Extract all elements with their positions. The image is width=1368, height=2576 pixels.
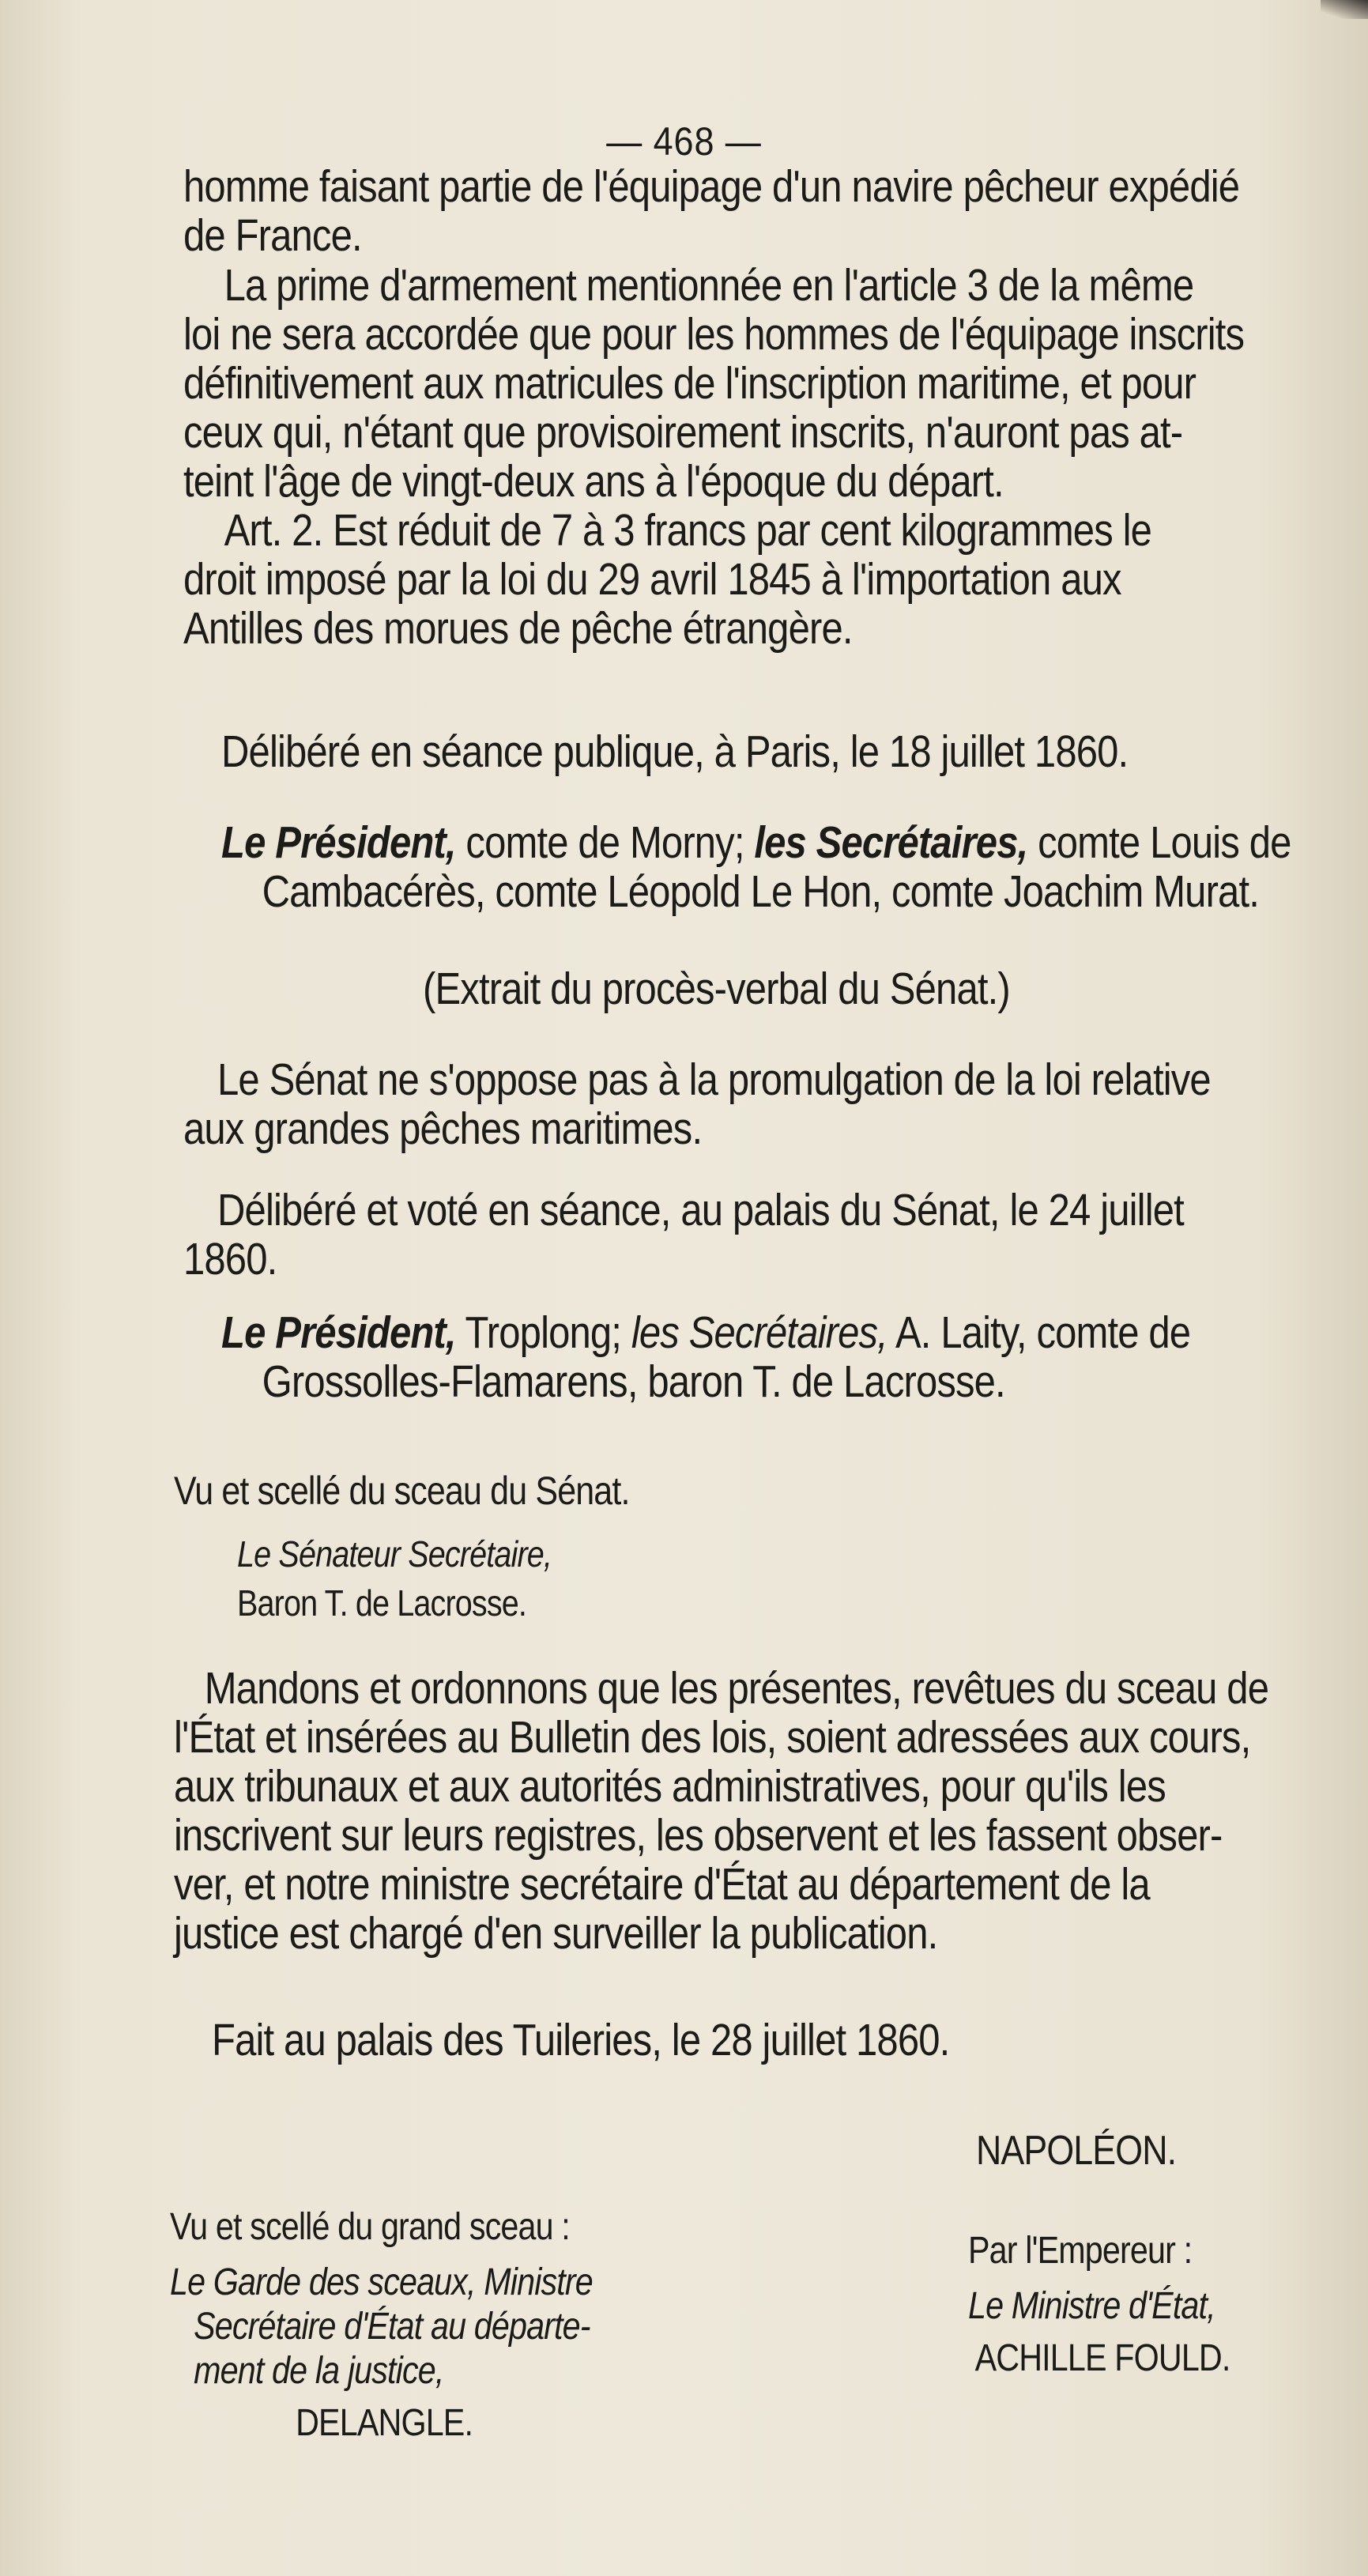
title-line: Secrétaire d'État au départe- <box>194 2306 590 2348</box>
title-line: Le Garde des sceaux, Ministre <box>170 2261 593 2303</box>
text-line: Délibéré en séance publique, à Paris, le 18 juillet 1860. <box>221 726 1129 777</box>
senator-signature <box>237 1529 1243 1627</box>
garde-des-sceaux-block <box>170 2205 714 2446</box>
paragraph-senate <box>183 1054 1211 1154</box>
text-line: (Extrait du procès-verbal du Sénat.) <box>423 964 1010 1014</box>
text-line: teint l'âge de vingt-deux ans à l'époque du départ. <box>183 456 1004 507</box>
text-line: inscrivent sur leurs registres, les observent et les fassent obser- <box>174 1810 1223 1861</box>
text-line: homme faisant partie de l'équipage d'un navire pêcheur expédié <box>183 161 1240 212</box>
signatories-senate <box>221 1308 1227 1406</box>
text-line: Fait au palais des Tuileries, le 28 juillet 1860. <box>212 2015 950 2065</box>
text-line: aux grandes pêches maritimes. <box>183 1103 703 1154</box>
senator-title: Le Sénateur Secrétaire, <box>237 1533 552 1575</box>
text-line: Mandons et ordonnons que les présentes, revêtues du sceau de <box>204 1663 1269 1714</box>
text-line: de France. <box>183 210 362 261</box>
delangle-name: DELANGLE. <box>296 2402 473 2444</box>
ministre-title: Le Ministre d'État, <box>968 2285 1215 2327</box>
text-line: Vu et scellé du sceau du Sénat. <box>174 1469 630 1513</box>
fait-tuileries <box>212 2016 1218 2065</box>
paragraph-prime <box>183 260 1245 507</box>
fould-name: ACHILLE FOULD. <box>974 2337 1230 2379</box>
text-line: droit imposé par la loi du 29 avril 1845 à l'importation aux <box>183 554 1121 605</box>
page-number: — 468 — <box>606 119 762 164</box>
president-name: comte de Morny; <box>465 817 744 868</box>
secretaries-names: A. Laity, comte de <box>895 1307 1191 1358</box>
senator-name: Baron T. de Lacrosse. <box>237 1582 527 1624</box>
text-line: Antilles des morues de pêche étrangère. <box>183 603 853 654</box>
president-label: Le Président, <box>221 1307 456 1358</box>
text-line: Grossolles-Flamarens, baron T. de Lacrosse. <box>262 1356 1005 1407</box>
text-line: Art. 2. Est réduit de 7 à 3 francs par cent kilogrammes le <box>224 505 1152 556</box>
signatories-legislative <box>221 817 1291 917</box>
text-line: ver, et notre ministre secrétaire d'État au département de la <box>174 1859 1150 1910</box>
president-name: Troplong; <box>465 1307 622 1358</box>
secretaries-label: les Secrétaires, <box>754 817 1028 868</box>
text-line: l'État et insérées au Bulletin des lois, soient adressées aux cours, <box>174 1712 1251 1763</box>
text-line: 1860. <box>183 1234 277 1284</box>
napoleon-signature <box>976 2126 1368 2175</box>
secretaries-names: comte Louis de <box>1038 817 1291 868</box>
deliberation-senate <box>183 1186 1189 1284</box>
paragraph-article-2 <box>183 506 1189 653</box>
empereur-block <box>968 2229 1308 2381</box>
text-line: La prime d'armement mentionnée en l'article 3 de la même <box>224 260 1194 311</box>
text-line: définitivement aux matricules de l'inscription maritime, et pour <box>183 358 1197 409</box>
title-line: ment de la justice, <box>194 2350 444 2392</box>
text-line: ceux qui, n'étant que provisoirement inscrits, n'auront pas at- <box>183 407 1183 458</box>
text-line: NAPOLÉON. <box>976 2128 1177 2174</box>
text-line: Délibéré et voté en séance, au palais du Sénat, le 24 juillet <box>217 1185 1184 1235</box>
text-line: Le Sénat ne s'oppose pas à la promulgation de la loi relative <box>217 1054 1211 1105</box>
senate-seal <box>174 1466 1180 1515</box>
text-line <box>221 1308 1227 1357</box>
text-line <box>221 817 1291 868</box>
secretaries-label: les Secrétaires, <box>631 1307 888 1358</box>
extract-label <box>423 964 1368 1013</box>
text-line: loi ne sera accordée que pour les hommes de l'équipage inscrits <box>183 309 1245 360</box>
text-line: justice est chargé d'en surveiller la publication. <box>174 1908 938 1959</box>
deliberation-paris <box>221 727 1227 776</box>
page-corner-shadow <box>1321 0 1368 19</box>
seal-line: Vu et scellé du grand sceau : <box>170 2206 570 2248</box>
president-label: Le Président, <box>221 817 456 868</box>
text-line: aux tribunaux et aux autorités administratives, pour qu'ils les <box>174 1761 1166 1812</box>
text-line: Cambacérès, comte Léopold Le Hon, comte Joachim Murat. <box>262 866 1259 917</box>
paragraph-continuation <box>183 161 1240 261</box>
par-empereur: Par l'Empereur : <box>968 2230 1193 2272</box>
paragraph-mandons <box>174 1663 1269 1959</box>
